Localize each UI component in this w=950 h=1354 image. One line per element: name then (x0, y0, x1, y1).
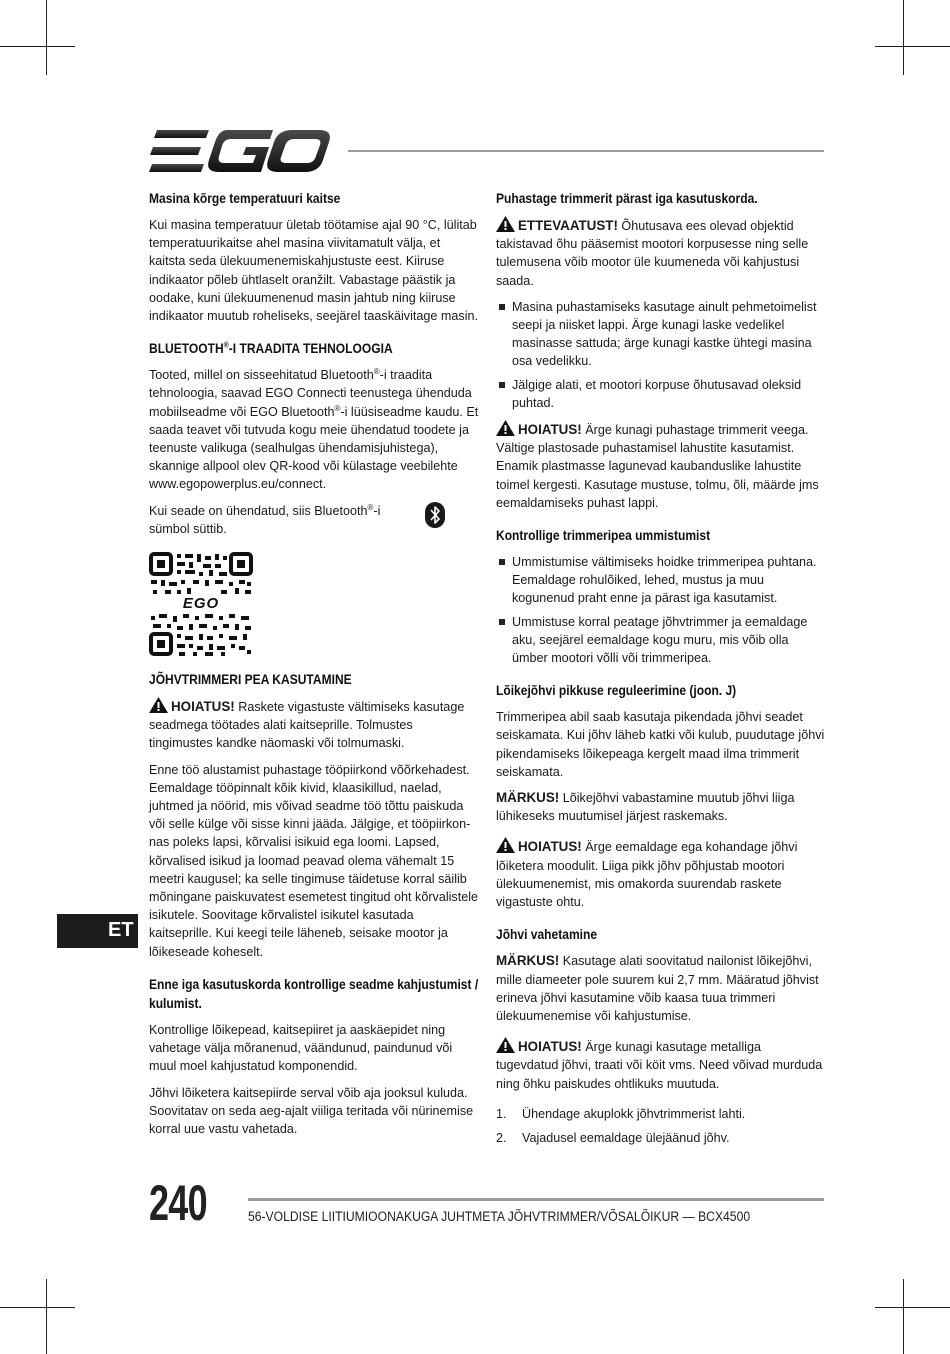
section-line-length (496, 681, 826, 911)
paragraph: Enne töö alustamist puhastage tööpiirkond võõrkehadest. Eemaldage tööpinnalt kõik kivid, klaasikillud, naelad, juhtmed ja nöörid, mis võivad seadme töö tõttu paiskuda või selle külge või sisse kinni jääda. Jälgige, et tööpiirkon-nas poleks lapsi, kõrvalisi isikuid ega loomi. Lapsed, kõrvalised isikud ja loomad peavad olema vähemalt 15 meetri kaugusel; ka selle tingimuse täidetuse korral säilib mõningane paiskuvatest esemetest tingitud oht kõrvalistele isikutele. Soovitage kõrvalistel isikutel kasutada kaitseprille. Kui keegi teile läheneb, seisake mootor ja lõikeseade koheselt. (149, 762, 479, 959)
crop-mark (903, 0, 904, 75)
crop-mark (875, 1307, 950, 1308)
header-rule (348, 150, 824, 152)
note-paragraph: MÄRKUS! Kasutage alati soovitatud nailonist lõikejõhvi, mille diameeter pole suurem kui 2,7 mm. Määratud jõhvist erineva jõhvi kasutamine võib kaasa tuua trimmeri ülekuumenemise või kahjustumise. (496, 953, 819, 1023)
warning-paragraph: HOIATUS! Ärge kunagi puhastage trimmerit veega. Vältige plastosade puhastamisel lahustite kasutamist. Enamik plastmasse lagunevad kaubanduslike lahustite toimel kergesti. Kasutage mustuse, tolmu, õli, määrde jms eemaldamiseks puhast lappi. (496, 422, 819, 510)
warning-label: HOIATUS! (518, 1039, 582, 1055)
section-cleaning (496, 189, 826, 512)
section-heading: Jõhvi vahetamine (496, 926, 598, 943)
qr-code[interactable] (149, 552, 253, 656)
paragraph: Tooted, millel on sisseehitatud Bluetooth®-i traadita tehnoloogia, saavad EGO Connecti teenustega ühenduda mobiilseadme või EGO Bluetooth®-i lüüsiseadme kaudu. Et saada teavet või tutvuda kogu meie ühendatud toodete ja teenuste valikuga (sealhulgas ühendamisjuhistega), skannige allpool olev QR-kood või külastage veebilehte www.egopowerplus.eu/connect. (149, 367, 479, 492)
section-heading: BLUETOOTH®-I TRAADITA TEHNOLOOGIA (149, 340, 393, 357)
section-heading: Kontrollige trimmeripea ummistumist (496, 527, 711, 544)
paragraph: Jõhvi lõiketera kaitsepiirde serval võib aja jooksul kuluda. Soovitatav on seda aeg-ajalt viiliga teritada või nürinemise korral uue vastu vahetada. (149, 1085, 474, 1136)
bluetooth-note (149, 502, 479, 546)
footer-title: 56-VOLDISE LIITIUMIOONAKUGA JUHTMETA JÕHVTRIMMER/VÕSALÕIKUR — BCX4500 (248, 1209, 751, 1224)
crop-mark (875, 46, 950, 47)
warning-label: HOIATUS! (171, 699, 235, 715)
section-heading: Lõikejõhvi pikkuse reguleerimine (joon. J) (496, 682, 737, 699)
crop-mark (46, 0, 47, 75)
note-label: MÄRKUS! (496, 790, 560, 806)
warning-icon (496, 420, 515, 436)
bullet-list (496, 298, 826, 412)
warning-label: HOIATUS! (518, 422, 582, 438)
paragraph: Kontrollige lõikepead, kaitsepiiret ja aaskäepidet ning vahetage välja mõranenud, väändunud, paindunud või muul moel kahjustatud komponendid. (149, 1022, 453, 1074)
list-item: Ummistumise vältimiseks hoidke trimmeripea puhtana. Eemaldage rohulõiked, lehed, mustus ja muu kogunenud praht enne ja pärast iga kasutamist. (496, 553, 826, 608)
list-item: Masina puhastamiseks kasutage ainult pehmetoimelist seepi ja niisket lappi. Ärge kunagi laske vedelikel masinasse sattuda; ärge kunagi kastke ühtegi masina osa vedelikku. (496, 298, 826, 371)
bluetooth-icon (425, 502, 445, 528)
section-heading: JÕHVTRIMMERI PEA KASUTAMINE (149, 671, 352, 688)
footer-rule (248, 1198, 824, 1201)
crop-mark (903, 1279, 904, 1354)
note-label: MÄRKUS! (496, 953, 560, 969)
qr-ego-logo: EGO (182, 595, 220, 613)
section-head-use (149, 670, 479, 961)
warning-icon (496, 1037, 515, 1053)
warning-paragraph: HOIATUS! Ärge eemaldage ega kohandage jõhvi lõiketera moodulit. Liiga pikk jõhv põhjustab mootori ülekuumenemist, mis omakorda suurendab raskete vigastuste ohtu. (496, 839, 798, 910)
bullet-list (496, 553, 826, 667)
section-thermal-protection (149, 189, 479, 325)
page-number: 240 (149, 1175, 207, 1231)
caution-label: ETTEVAATUST! (518, 218, 618, 233)
list-item: Jälgige alati, et mootori korpuse õhutusavad oleksid puhtad. (496, 376, 826, 412)
section-bluetooth (149, 339, 479, 656)
note-paragraph: MÄRKUS! Lõikejõhvi vabastamine muutub jõhvi liiga lühikeseks muutumisel järjest raskemaks. (496, 790, 795, 824)
step-item: 1. Ühendage akuplokk jõhvtrimmerist lahti. (496, 1106, 746, 1121)
section-line-replace (496, 925, 826, 1147)
warning-icon (496, 216, 515, 232)
section-clogging (496, 526, 826, 667)
list-item: Ummistuse korral peatage jõhvtrimmer ja eemaldage aku, seejärel eemaldage kogu muru, mis võib olla ümber mootori võlli või trimmeripea. (496, 613, 826, 668)
section-heading: Masina kõrge temperatuuri kaitse (149, 190, 341, 206)
step-item: 2. Vajadusel eemaldage ülejäänud jõhv. (496, 1130, 730, 1145)
paragraph: Kui masina temperatuur ületab töötamise ajal 90 °C, lülitab temperatuurikaitse ahel masina viivitamatult välja, et kaitsta seda ülekuumenemiskahjustuste eest. Kiiruse indikaator põleb ühtlaselt oranžilt. Vabastage päästik ja oodake, kuni ülekuumenenud masin jahtub ning kiiruse indikaator muutub roheliseks, seejärel taaskäivitage masin. (149, 218, 479, 324)
section-heading: Enne iga kasutuskorda kontrollige seadme kahjustumist / kulumist. (149, 975, 479, 1011)
crop-mark (0, 1307, 75, 1308)
warning-label: HOIATUS! (518, 839, 582, 855)
warning-paragraph: HOIATUS! Ärge kunagi kasutage metalliga tugevdatud jõhvi, traati või köit vms. Need võivad murduda ning õhku paiskudes ohtlikuks muutuda. (496, 1039, 823, 1091)
paragraph: Kui seade on ühendatud, siis Bluetooth®-i sümbol süttib. (149, 502, 381, 536)
section-check (149, 975, 479, 1138)
paragraph: Trimmeripea abil saab kasutaja pikendada jõhvi seadet seiskamata. Kui jõhv läheb katki või kulub, puudutage jõhvi pikendamiseks lõikepeaga kergelt maad ilma trimmerit seiskamata. (496, 710, 825, 779)
crop-mark (0, 46, 75, 47)
ego-logo (149, 130, 331, 172)
crop-mark (46, 1279, 47, 1354)
language-tab-label: ET (108, 919, 134, 941)
warning-icon (496, 837, 515, 853)
section-heading: Puhastage trimmerit pärast iga kasutuskorda. (496, 190, 758, 206)
step-list (496, 1105, 826, 1147)
warning-icon (149, 697, 168, 713)
warning-paragraph: HOIATUS! Raskete vigastuste vältimiseks kasutage seadmega töötades alati kaitseprille. Tolmustes tingimustes kandke näomaski või tolmumaski. (149, 699, 465, 751)
caution-paragraph: ETTEVAATUST! Õhutusava ees olevad objektid takistavad õhu pääsemist mootori korpusesse ning selle tulemusena võib mootor üle kuumeneda või kahjustusi saada. (496, 218, 809, 288)
left-column (149, 189, 479, 1152)
right-column (496, 189, 826, 1161)
